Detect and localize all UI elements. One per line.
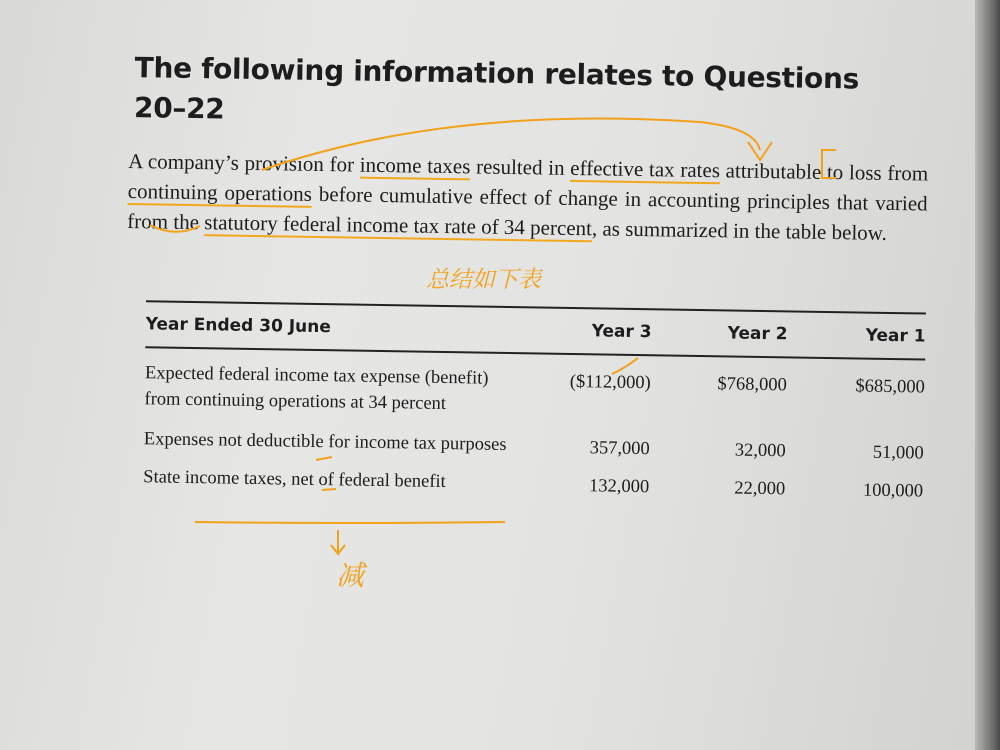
cell-year-1: 100,000 [862,480,924,502]
cell-year-2: $768,000 [717,374,787,396]
underlined-statutory-rate: statutory federal income tax rate of 34 percent [204,210,593,241]
underlined-effective-tax-rates: effective tax rates [570,155,721,183]
table-row [144,360,925,424]
cell-year-3: ($112,000) [569,371,651,394]
intro-text-2: resulted in [470,154,571,180]
row-label: Expenses not deductible for income tax purposes [143,429,507,455]
page-edge-shadow [975,0,1000,750]
section-heading: The following information relates to Questions 20–22 [133,51,860,126]
cell-year-2: 22,000 [734,478,786,500]
state-tax-underline [195,522,505,523]
table-row [143,464,923,504]
cell-year-3: 357,000 [589,438,650,460]
handwritten-subtract-note: 减 [336,559,365,592]
cell-year-3: 132,000 [588,476,650,498]
row-label: Expected federal income tax expense (benefit) from continuing operations at 34 percent [144,363,489,415]
intro-text-5: , as summarized in the table below. [591,216,888,245]
underlined-income-taxes: income taxes [359,152,471,179]
tax-rate-table [143,300,926,504]
intro-paragraph [127,146,928,249]
header-year-3: Year 3 [591,321,652,343]
intro-text-4: before cumulative effect of change in accounting principles that varied from the [127,181,928,235]
cell-year-1: 51,000 [872,442,924,464]
down-arrow-icon [331,530,345,554]
header-year-1: Year 1 [865,325,926,347]
table-row [144,426,924,466]
intro-text-3: attributable to loss from [719,158,929,186]
row-label: State income taxes, net of federal benefit [143,467,446,493]
header-year-2: Year 2 [727,323,788,345]
intro-text-1: A company’s provision for [128,148,360,177]
cell-year-1: $685,000 [855,376,925,398]
handwritten-summary-note: 总结如下表 [426,267,541,293]
cell-year-2: 32,000 [734,440,786,462]
header-year-ended: Year Ended 30 June [145,314,331,338]
underlined-continuing-operations: continuing operations [127,178,313,206]
